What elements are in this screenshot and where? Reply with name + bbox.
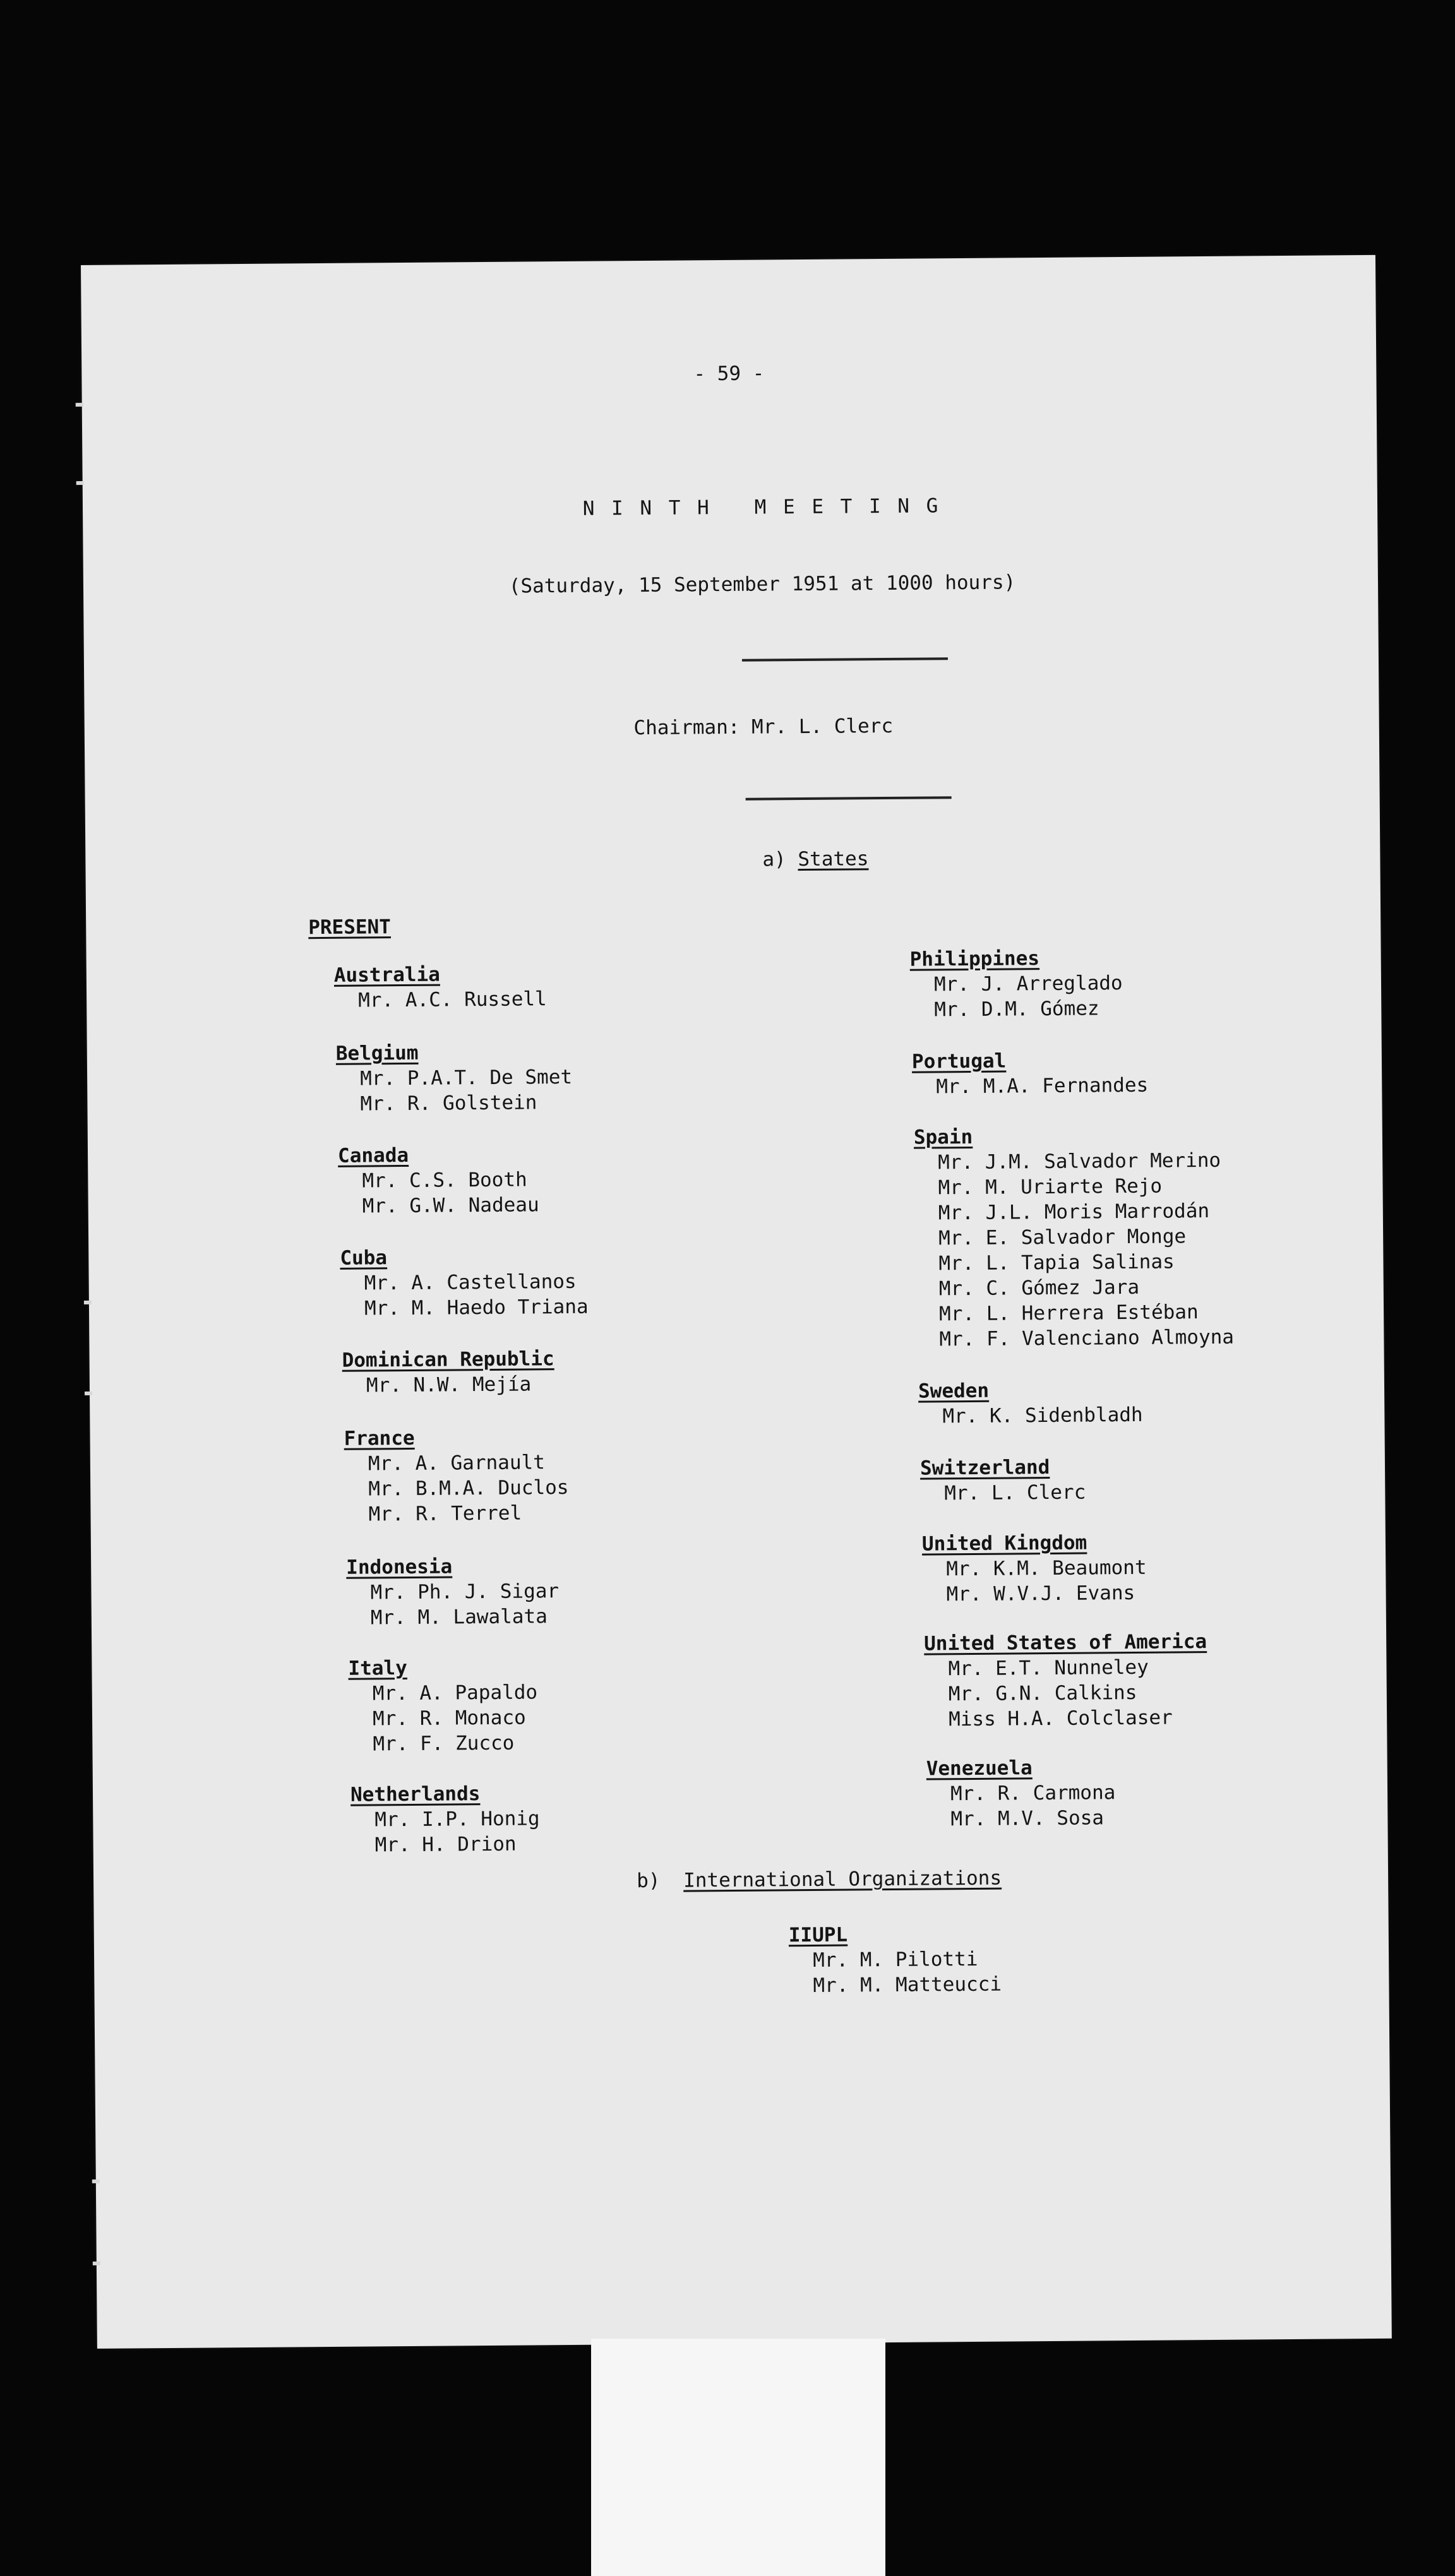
- country-name: United Kingdom: [921, 1531, 1087, 1556]
- member-name: Mr. M. Lawalata: [370, 1605, 548, 1630]
- country-name: Belgium: [335, 1041, 419, 1065]
- member-name: Mr. H. Drion: [374, 1832, 517, 1857]
- member-name: Mr. M. Haedo Triana: [364, 1295, 589, 1320]
- delegation-belgium: [336, 1039, 573, 1117]
- page-number: - 59 -: [693, 362, 765, 386]
- member-name: Mr. G.W. Nadeau: [362, 1193, 539, 1218]
- member-name: Mr. C. Gómez Jara: [938, 1275, 1140, 1301]
- member-name: Mr. M.A. Fernandes: [936, 1073, 1149, 1099]
- present-label: PRESENT: [308, 915, 392, 939]
- member-name: Mr. L. Tapia Salinas: [938, 1250, 1175, 1275]
- member-name: Mr. A. Papaldo: [372, 1681, 538, 1705]
- country-name: Philippines: [909, 947, 1040, 971]
- member-name: Mr. M.V. Sosa: [950, 1806, 1105, 1831]
- punch-mark: [93, 2262, 100, 2265]
- delegation-venezuela: [926, 1755, 1116, 1832]
- country-name: Netherlands: [350, 1782, 481, 1806]
- member-name: Mr. K.M. Beaumont: [946, 1556, 1147, 1581]
- member-name: Mr. B.M.A. Duclos: [368, 1476, 569, 1501]
- delegation-cuba: [340, 1244, 589, 1321]
- member-name: Mr. K. Sidenbladh: [942, 1403, 1143, 1428]
- member-name: Mr. G.N. Calkins: [948, 1681, 1137, 1706]
- member-name: Mr. R. Terrel: [368, 1501, 522, 1526]
- section-b-heading: [637, 1866, 1002, 1894]
- member-name: Mr. J.L. Moris Marrodán: [938, 1200, 1210, 1225]
- member-name: Mr. P.A.T. De Smet: [359, 1065, 573, 1090]
- member-name: Mr. D.M. Gómez: [934, 997, 1099, 1022]
- member-name: Mr. M. Matteucci: [813, 1972, 1002, 1997]
- member-name: Mr. R. Golstein: [360, 1091, 537, 1116]
- member-name: Mr. I.P. Honig: [374, 1807, 540, 1832]
- member-name: Mr. M. Uriarte Rejo: [938, 1174, 1163, 1200]
- section-a-heading: [762, 846, 868, 872]
- section-a-label: States: [798, 847, 869, 871]
- member-name: Mr. J.M. Salvador Merino: [938, 1148, 1221, 1174]
- section-b-label: International Organizations: [683, 1866, 1002, 1892]
- member-name: Mr. R. Carmona: [950, 1781, 1116, 1806]
- film-leader-tab: [591, 2339, 885, 2576]
- delegation-netherlands: [350, 1780, 540, 1857]
- meeting-title: N I N T H M E E T I N G: [582, 494, 941, 520]
- member-name: Mr. R. Monaco: [372, 1706, 526, 1731]
- delegation-united-states: [924, 1629, 1207, 1732]
- section-a-prefix: a): [762, 848, 786, 871]
- member-name: Mr. A. Garnault: [368, 1451, 546, 1476]
- member-name: Mr. F. Valenciano Almoyna: [939, 1325, 1235, 1351]
- punch-mark: [85, 1392, 92, 1395]
- member-name: Mr. W.V.J. Evans: [946, 1581, 1135, 1606]
- country-name: Canada: [337, 1143, 409, 1167]
- country-name: Portugal: [911, 1049, 1007, 1073]
- delegation-sweden: [918, 1377, 1143, 1429]
- country-name: Spain: [913, 1125, 973, 1149]
- member-name: Mr. N.W. Mejía: [366, 1373, 532, 1397]
- delegation-portugal: [912, 1047, 1149, 1100]
- member-name: Mr. M. Pilotti: [812, 1947, 978, 1972]
- delegation-spain: [914, 1123, 1234, 1352]
- delegation-indonesia: [346, 1553, 560, 1631]
- member-name: Mr. E. Salvador Monge: [938, 1225, 1187, 1250]
- divider-bottom: [746, 796, 952, 801]
- document-page: [81, 255, 1392, 2349]
- member-name: Miss H.A. Colclaser: [948, 1706, 1173, 1731]
- chairman-line: Chairman: Mr. L. Clerc: [633, 714, 894, 740]
- country-name: Dominican Republic: [342, 1347, 554, 1372]
- delegation-philippines: [910, 945, 1123, 1023]
- member-name: Mr. L. Clerc: [944, 1481, 1086, 1505]
- punch-mark: [76, 403, 83, 407]
- member-name: Mr. C.S. Booth: [362, 1168, 527, 1193]
- member-name: Mr. F. Zucco: [373, 1731, 515, 1756]
- section-b-prefix: b): [636, 1869, 661, 1893]
- punch-mark: [76, 481, 84, 485]
- member-name: Mr. E.T. Nunneley: [948, 1655, 1149, 1681]
- country-name: Cuba: [340, 1246, 388, 1270]
- organization-iiupl: [789, 1921, 1002, 1999]
- member-name: Mr. A. Castellanos: [364, 1270, 577, 1295]
- country-name: Italy: [348, 1657, 407, 1680]
- country-name: Indonesia: [346, 1555, 453, 1579]
- punch-mark: [92, 2179, 100, 2183]
- country-name: Australia: [333, 963, 440, 987]
- delegation-dominican-republic: [342, 1346, 554, 1398]
- member-name: Mr. L. Herrera Estéban: [938, 1301, 1199, 1326]
- country-name: United States of America: [924, 1630, 1207, 1655]
- country-name: Sweden: [918, 1379, 990, 1403]
- member-name: Mr. A.C. Russell: [358, 987, 547, 1012]
- organization-name: IIUPL: [788, 1923, 848, 1947]
- divider-top: [742, 657, 948, 662]
- delegation-france: [344, 1424, 569, 1527]
- country-name: Switzerland: [919, 1456, 1050, 1480]
- delegation-australia: [334, 961, 547, 1013]
- member-name: Mr. Ph. J. Sigar: [370, 1580, 560, 1604]
- country-name: Venezuela: [926, 1756, 1033, 1780]
- delegation-canada: [338, 1142, 539, 1219]
- meeting-date: (Saturday, 15 September 1951 at 1000 hours): [508, 571, 1016, 598]
- delegation-italy: [348, 1654, 538, 1756]
- country-name: France: [344, 1426, 415, 1450]
- delegation-united-kingdom: [922, 1530, 1147, 1607]
- punch-mark: [84, 1301, 92, 1304]
- member-name: Mr. J. Arreglado: [933, 972, 1123, 996]
- delegation-switzerland: [920, 1455, 1086, 1506]
